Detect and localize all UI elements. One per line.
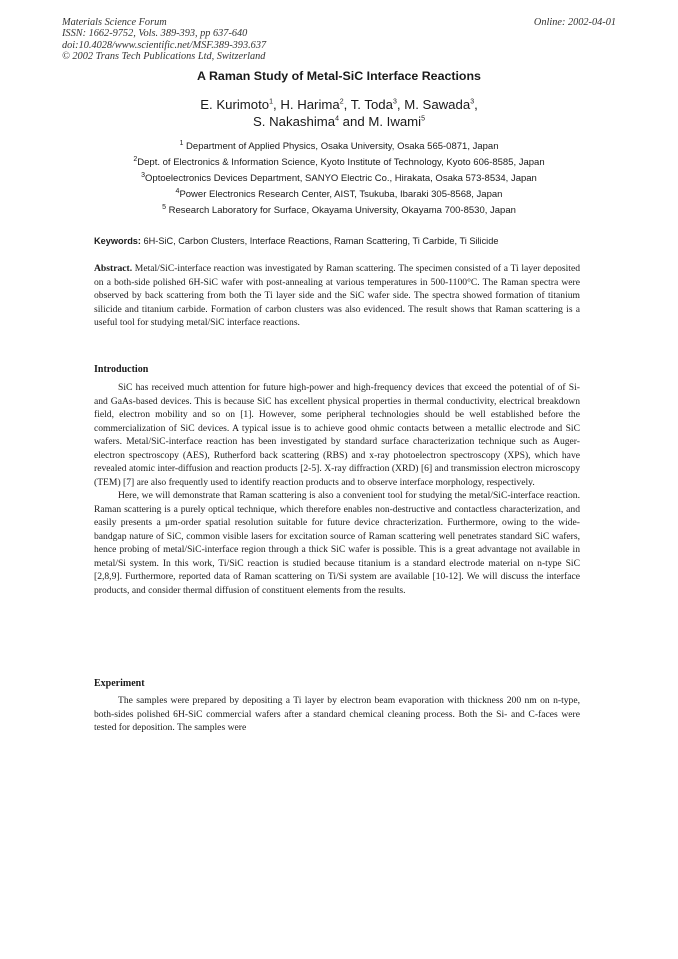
author-sup: 3 [392, 98, 397, 106]
author-name: T. Toda [350, 97, 393, 112]
abstract [94, 262, 580, 330]
copyright-line: © 2002 Trans Tech Publications Ltd, Switzerland [62, 51, 266, 63]
paragraph: SiC has received much attention for future high-power and high-frequency devices that exceed the potential of of Si- and GaAs-based devices. This is because SiC has excellent physical properties in thermal conductivity, electrical breakdown field, electron mobility and so on [1]. However, some peripheral technologies should be well established before the commercialization of SiC devices. A typical issue is to achieve good ohmic contacts between a metallic electrode and SiC wafers. Metal/SiC-interface reaction has been investigated by standard surface characterization technique such as Auger-electron spectroscopy (AES), Rutherford back scattering (RBS) and x-ray photoelectron spectroscopy (XPS), which have revealed atomic inter-diffusion and reaction products [2-5]. X-ray diffraction (XRD) [6] and transmission electron microscopy (TEM) [7] are also frequently used to identify reaction products and to observe interface morphology, respectively. [94, 382, 580, 488]
author-name: M. Iwami [368, 113, 422, 129]
issn-line: ISSN: 1662-9752, Vols. 389-393, pp 637-640 [62, 28, 248, 40]
affiliation: $^2$Dept. of Electronics & Information Science, Kyoto Institute of Technology, Kyoto 606-8585, Japan [133, 155, 545, 169]
author-sup: 3 [470, 98, 475, 106]
author-sup: 2 [339, 98, 344, 106]
author-name: H. Harima [280, 97, 340, 112]
author-list [0, 97, 678, 130]
keywords-text: 6H-SiC, Carbon Clusters, Interface Reactions, Raman Scattering, Ti Carbide, Ti Silicide [143, 236, 499, 246]
affiliation-list [0, 139, 678, 219]
author-sup: 1 [269, 98, 274, 106]
doi-line[interactable]: doi:10.4028/www.scientific.net/MSF.389-393.637 [62, 39, 267, 51]
journal-header [62, 17, 266, 63]
author-line-1: E. Kurimoto$^1$, H. Harima$^2$, T. Toda$^3$, M. Sawada$^3$, [200, 97, 478, 112]
affiliation: $^4$Power Electronics Research Center, AIST, Tsukuba, Ibaraki 305-8568, Japan [175, 188, 503, 201]
paragraph: The samples were prepared by depositing a Ti layer by electron beam evaporation with thickness 200 nm on n-type, both-sides polished 6H-SiC commercial wafers after a standard chemical cleaning process. Both the Si- and C-faces were tested for deposition. The samples were [94, 695, 580, 733]
online-date: Online: 2002-04-01 [533, 17, 616, 28]
experiment-body [94, 694, 580, 735]
paper-title: A Raman Study of Metal-SiC Interface Reactions [197, 69, 481, 83]
author-line-2: S. Nakashima$^4$ and M. Iwami$^5$ [253, 113, 425, 129]
keywords-label: Keywords: [94, 236, 141, 246]
paragraph: Here, we will demonstrate that Raman scattering is also a convenient tool for studying the metal/SiC-interface reaction. Raman scattering is a purely optical technique, which therefore enables non-destructive and contactless characterization, and easily presents a μm-order spatial resolution suitable for future device chracterization. Furthermore, owing to the wide-bandgap nature of SiC, common visible lasers for excitation source of Raman scattering well penetrates standard SiC wafers, hence probing of metal/SiC-interface region through a thick SiC wafer is possible. This is a great advantage not available in metal/Si system. In this work, Ti/SiC reaction is studied because titanium is a standard electrode material on n-type SiC [2,8,9]. Furthermore, reported data of Raman scattering on Ti/Si system are available [10-12]. We will discuss the interface products, and consider thermal diffusion of constituent elements from the results. [94, 490, 580, 596]
author-name: M. Sawada [404, 97, 471, 112]
author-name: S. Nakashima [253, 113, 336, 129]
affiliation: $^3$Optoelectronics Devices Department, SANYO Electric Co., Hirakata, Osaka 573-8534, Japan [141, 172, 537, 185]
author-sup: 5 [421, 115, 425, 123]
section-heading-experiment: Experiment [94, 678, 145, 689]
introduction-body [94, 381, 580, 597]
affiliation: $^1$ Department of Applied Physics, Osaka University, Osaka 565-0871, Japan [179, 139, 499, 152]
abstract-text: Metal/SiC-interface reaction was investigated by Raman scattering. The specimen consisted of a Ti layer deposited on a both-side polished 6H-SiC wafer with post-annealing at various temperatures in 500-1100°C. The Raman spectra were observed by back scattering from both the Ti layer side and the SiC wafer side. The spectra showed formation of titanium silicide and titanium carbide. Formation of carbon clusters was also evidenced. The result shows that Raman scattering is a useful tool for studying metal/SiC interface reactions. [94, 263, 580, 328]
author-sup: 4 [335, 115, 339, 123]
author-name: E. Kurimoto [200, 97, 270, 112]
affiliation: $^5$ Research Laboratory for Surface, Okayama University, Okayama 700-8530, Japan [162, 204, 516, 217]
section-heading-introduction: Introduction [94, 364, 149, 375]
keywords [94, 236, 524, 247]
journal-name: Materials Science Forum [62, 17, 167, 28]
abstract-label: Abstract. [94, 263, 133, 274]
